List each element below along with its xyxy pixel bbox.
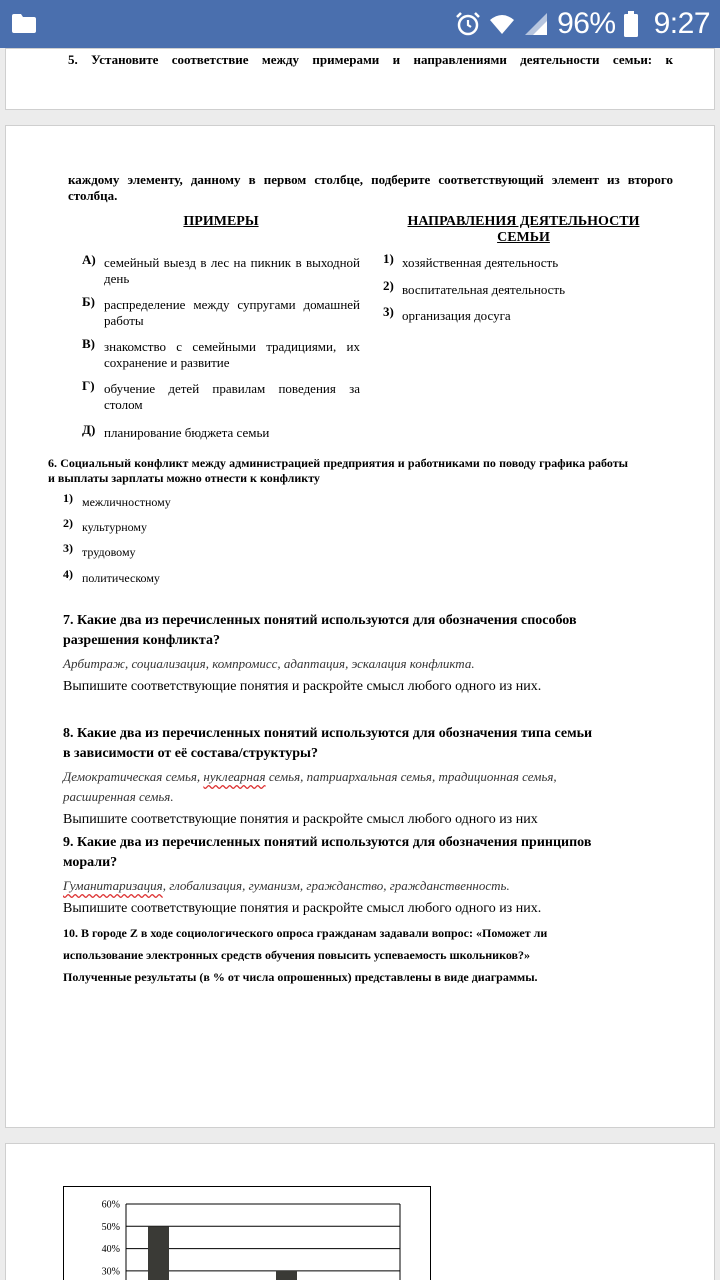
y-tick-label: 30% [101, 1266, 120, 1278]
q5-title: 5. Установите соответствие между примерами и направлениями деятельности семьи: к [68, 52, 673, 67]
q7-title-line1: 7. Какие два из перечисленных понятий используются для обозначения способов [63, 613, 577, 628]
example-letter: А) [82, 252, 96, 267]
q9-title-line1: 9. Какие два из перечисленных понятий используются для обозначения принципов [63, 835, 592, 850]
document-page-2[interactable] [5, 125, 715, 1128]
example-text: распределение между супругами домашней работы [104, 297, 360, 328]
q7-task: Выпишите соответствующие понятия и раскройте смысл любого одного из них. [63, 679, 542, 694]
status-bar [0, 0, 720, 48]
direction-text: хозяйственная деятельность [402, 255, 559, 270]
example-letter: В) [82, 336, 95, 351]
q10-line2: использование электронных средств обучения повысить успеваемость школьников?» [63, 948, 531, 962]
q9-terms [63, 876, 510, 896]
example-letter: Б) [82, 294, 95, 309]
option-number: 2) [63, 516, 73, 530]
direction-number: 1) [383, 251, 394, 266]
y-tick-label: 50% [101, 1221, 120, 1233]
direction-number: 2) [383, 278, 394, 293]
y-tick-label: 40% [101, 1244, 120, 1256]
example-text: планирование бюджета семьи [104, 425, 270, 440]
example-letter: Г) [82, 378, 95, 393]
bar [276, 1271, 297, 1280]
option-text: трудовому [82, 545, 136, 559]
example-text: семейный выезд в лес на пикник в выходной день [104, 255, 360, 286]
q8-terms-line2: расширенная семья. [63, 789, 174, 804]
battery-icon [624, 11, 638, 37]
q9-terms-post: , глобализация, гуманизм, гражданство, гражданственность. [162, 878, 510, 893]
q9-title-line2: морали? [63, 855, 118, 870]
q8-task: Выпишите соответствующие понятия и раскройте смысл любого одного из них [63, 812, 538, 827]
document-page-1[interactable] [5, 48, 715, 110]
q5-intro: каждому элементу, данному в первом столбце, подберите соответствующий элемент из второго столбца. [68, 172, 673, 203]
q9-task: Выпишите соответствующие понятия и раскройте смысл любого одного из них. [63, 901, 542, 916]
directions-column-header: НАПРАВЛЕНИЯ ДЕЯТЕЛЬНОСТИ СЕМЬИ [407, 214, 640, 245]
q8-title-line2: в зависимости от её состава/структуры? [63, 746, 318, 761]
folder-icon [12, 13, 36, 33]
q8-terms-misspelled: нуклеарная [203, 769, 266, 784]
direction-number: 3) [383, 304, 394, 319]
q10-line1: 10. В городе Z в ходе социологического опроса гражданам задавали вопрос: «Поможет ли [63, 926, 548, 940]
document-page-3[interactable] [5, 1143, 715, 1280]
bar-chart [63, 1186, 431, 1280]
chart-svg [64, 1187, 430, 1280]
option-text: политическому [82, 571, 160, 585]
direction-text: воспитательная деятельность [402, 282, 566, 297]
q6-title: 6. Социальный конфликт между администрацией предприятия и работниками по поводу графика работы и выплаты зарплаты можно отнести к конфликту [48, 456, 628, 485]
direction-text: организация досуга [402, 308, 511, 323]
option-text: культурному [82, 520, 148, 534]
clock: 9:27 [653, 7, 710, 40]
q7-terms: Арбитраж, социализация, компромисс, адаптация, эскалация конфликта. [63, 656, 475, 671]
signal-icon [523, 11, 549, 37]
q8-title-line1: 8. Какие два из перечисленных понятий используются для обозначения типа семьи [63, 726, 593, 741]
example-text: обучение детей правилам поведения за столом [104, 381, 360, 412]
examples-column-header: ПРИМЕРЫ [183, 214, 259, 229]
option-number: 4) [63, 567, 73, 581]
example-text: знакомство с семейными традициями, их сохранение и развитие [104, 339, 360, 370]
option-number: 3) [63, 541, 73, 555]
battery-percent: 96% [557, 7, 616, 40]
option-number: 1) [63, 491, 73, 505]
y-tick-label: 60% [101, 1199, 120, 1211]
bar [148, 1226, 169, 1280]
q8-terms-pre: Демократическая семья, [63, 769, 204, 784]
q10-line3: Полученные результаты (в % от числа опрошенных) представлены в виде диаграммы. [63, 970, 538, 984]
q7-title-line2: разрешения конфликта? [63, 633, 220, 648]
wifi-icon [489, 11, 515, 37]
q8-terms [63, 767, 557, 787]
alarm-icon [455, 11, 481, 37]
example-letter: Д) [82, 422, 96, 437]
q8-terms-post: семья, патриархальная семья, традиционная семья, [265, 769, 557, 784]
q9-terms-misspelled: Гуманитаризация [63, 878, 163, 893]
option-text: межличностному [82, 495, 171, 509]
